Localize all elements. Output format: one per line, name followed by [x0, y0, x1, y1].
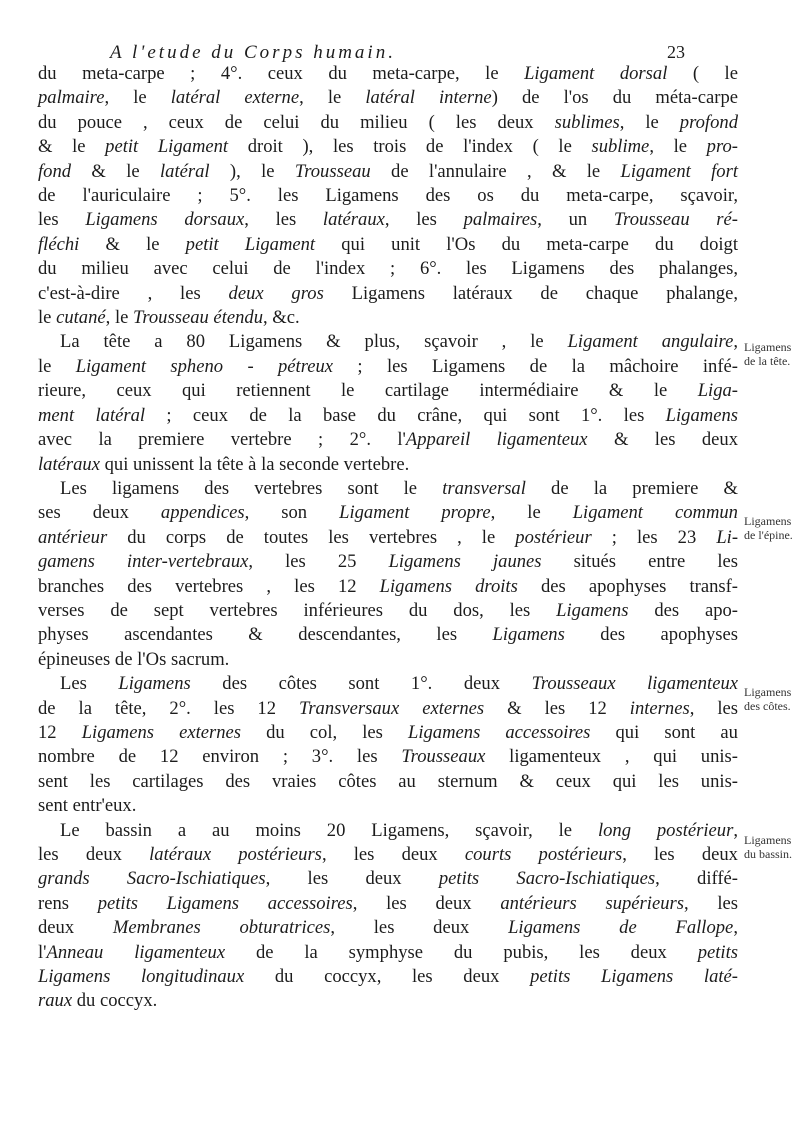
text-line: nombre de 12 environ ; 3°. les Trousseaux ligamenteux , qui unis-	[38, 746, 738, 768]
text-line: avec la premiere vertebre ; 2°. l'Appareil ligamenteux & les deux	[38, 429, 738, 451]
text-line: branches des vertebres , les 12 Ligamens droits des apophyses transf-	[38, 575, 738, 597]
text-line: Le bassin a au moins 20 Ligamens, sçavoir, le long postérieur,	[60, 819, 738, 841]
text-line: rens petits Ligamens accessoires, les deux antérieurs supérieurs, les	[38, 892, 738, 914]
text-line: le Ligament spheno - pétreux ; les Ligamens de la mâchoire infé-	[38, 355, 738, 377]
text-line: de la tête, 2°. les 12 Transversaux externes & les 12 internes, les	[38, 697, 738, 719]
margin-note-pelvis: Ligamens du bassin.	[744, 833, 792, 861]
text-line: rieure, ceux qui retiennent le cartilage intermédiaire & le Liga-	[38, 380, 738, 402]
text-line: l'Anneau ligamenteux de la symphyse du pubis, les deux petits	[38, 941, 738, 963]
text-line: Les Ligamens des côtes sont 1°. deux Trousseaux ligamenteux	[60, 673, 739, 695]
text-line: fléchi & le petit Ligament qui unit l'Os du meta-carpe du doigt	[38, 233, 739, 255]
text-line: ses deux appendices, son Ligament propre, le Ligament commun	[38, 502, 738, 524]
margin-note-head: Ligamens de la tête.	[744, 340, 792, 368]
body-text	[38, 62, 738, 1014]
text-line: les deux latéraux postérieurs, les deux courts postérieurs, les deux	[38, 844, 738, 865]
text-line: épineuses de l'Os sacrum.	[38, 648, 230, 670]
text-line: Les ligamens des vertebres sont le transversal de la premiere &	[60, 477, 738, 499]
text-line: La tête a 80 Ligamens & plus, sçavoir , le Ligament angulaire,	[60, 331, 739, 353]
text-line: deux Membranes obturatrices, les deux Ligamens de Fallope,	[38, 917, 738, 939]
text-line: latéraux qui unissent la tête à la seconde vertebre.	[38, 453, 410, 475]
text-line: du pouce , ceux de celui du milieu ( les deux sublimes, le profond	[38, 111, 738, 133]
margin-note-ribs: Ligamens des côtes.	[744, 685, 792, 713]
text-line: raux du coccyx.	[38, 990, 158, 1012]
text-line: du milieu avec celui de l'index ; 6°. les Ligamens des phalanges,	[38, 258, 738, 280]
running-title: A l'etude du Corps humain.	[110, 42, 396, 63]
text-line: de l'auriculaire ; 5°. les Ligamens des os du meta-carpe, sçavoir,	[38, 185, 738, 207]
text-line: ment latéral ; ceux de la base du crâne, qui sont 1°. les Ligamens	[38, 404, 738, 426]
text-line: sent entr'eux.	[38, 795, 137, 817]
text-line: les Ligamens dorsaux, les latéraux, les palmaires, un Trousseau ré-	[38, 209, 738, 231]
text-line: Ligamens longitudinaux du coccyx, les deux petits Ligamens laté-	[38, 966, 738, 988]
text-line: verses de sept vertebres inférieures du dos, les Ligamens des apo-	[38, 599, 738, 621]
text-line: c'est-à-dire , les deux gros Ligamens latéraux de chaque phalange,	[38, 282, 738, 304]
margin-note-spine: Ligamens de l'épine.	[744, 514, 793, 542]
text-line: 12 Ligamens externes du col, les Ligamens accessoires qui sont au	[38, 721, 738, 743]
text-line: palmaire, le latéral externe, le latéral interne) de l'os du méta-carpe	[38, 87, 738, 109]
page-number: 23	[667, 42, 685, 62]
text-line: gamens inter-vertebraux, les 25 Ligamens jaunes situés entre les	[38, 551, 739, 573]
text-line: physes ascendantes & descendantes, les Ligamens des apophyses	[38, 624, 738, 646]
text-line: du meta-carpe ; 4°. ceux du meta-carpe, le Ligament dorsal ( le	[38, 63, 738, 84]
text-line: grands Sacro-Ischiatiques, les deux petits Sacro-Ischiatiques, diffé-	[38, 868, 738, 890]
running-head	[110, 42, 685, 64]
text-line: sent les cartilages des vraies côtes au sternum & ceux qui les unis-	[38, 770, 738, 792]
text-line: le cutané, le Trousseau étendu, &c.	[38, 307, 300, 329]
text-line: & le petit Ligament droit ), les trois de l'index ( le sublime, le pro-	[38, 136, 738, 158]
text-line: antérieur du corps de toutes les vertebres , le postérieur ; les 23 Li-	[38, 526, 739, 548]
text-line: fond & le latéral ), le Trousseau de l'annulaire , & le Ligament fort	[38, 160, 738, 182]
